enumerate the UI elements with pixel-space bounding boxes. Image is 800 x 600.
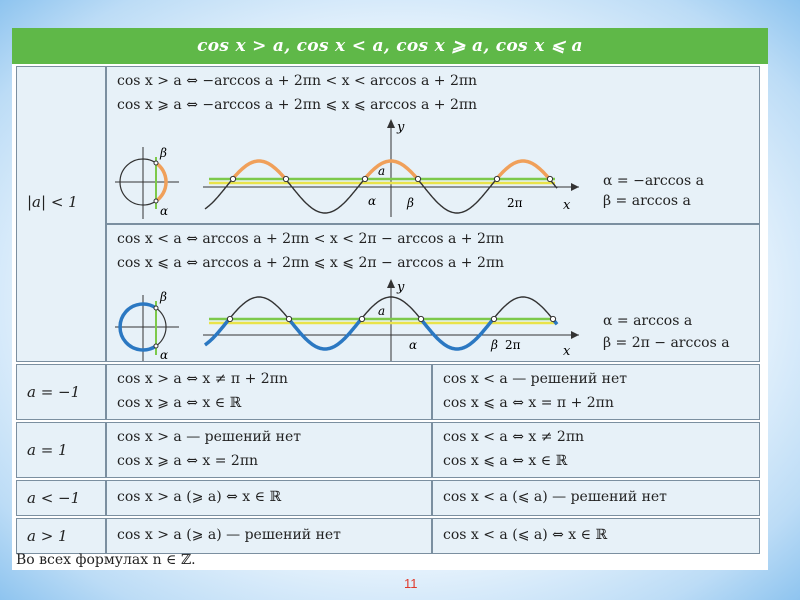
- intersection-point: [359, 316, 364, 321]
- intersection-point: [415, 176, 420, 181]
- cosine-graph-upper: [195, 117, 585, 221]
- y-axis-label: y: [397, 280, 405, 295]
- row-label-cell: [16, 364, 106, 420]
- formula: cos x > a — решений нет: [117, 429, 302, 445]
- row-label: a = 1: [27, 441, 68, 459]
- row-label: a > 1: [27, 527, 68, 545]
- cos-greater-cell: [106, 364, 432, 420]
- unit-circle-upper: [113, 127, 183, 223]
- intersection-point: [227, 316, 232, 321]
- formula: cos x > a (⩾ a) ⇔ x ∈ ℝ: [117, 489, 282, 505]
- cos-less-cell: [432, 422, 760, 478]
- formula: cos x ⩾ a ⇔ x ∈ ℝ: [117, 395, 242, 411]
- y-axis-label: y: [397, 120, 405, 135]
- formula: cos x < a (⩽ a) — решений нет: [443, 489, 667, 505]
- two-pi-tick: 2π: [507, 196, 523, 210]
- intersection-point: [550, 316, 555, 321]
- row-label: a = −1: [27, 383, 81, 401]
- formula: cos x < a (⩽ a) ⇔ x ∈ ℝ: [443, 527, 608, 543]
- note: β = 2π − arccos a: [603, 335, 730, 351]
- intersection-point: [286, 316, 291, 321]
- x-axis-arrow: [571, 183, 579, 191]
- formula: cos x < a ⇔ arccos a + 2πn < x < 2π − arccos a + 2πn: [117, 231, 505, 247]
- note: α = arccos a: [603, 313, 693, 329]
- formula: cos x ⩽ a ⇔ arccos a + 2πn ⩽ x ⩽ 2π − arccos a + 2πn: [117, 255, 505, 271]
- alpha-label: α: [160, 348, 169, 362]
- x-axis-label: x: [563, 344, 571, 359]
- cos-less-cell: [432, 480, 760, 516]
- note: β = arccos a: [603, 193, 691, 209]
- header-title: cos x > a, cos x < a, cos x ⩾ a, cos x ⩽ a: [197, 36, 583, 56]
- cos-less-block: [106, 224, 760, 362]
- row-label-cell: [16, 480, 106, 516]
- row-label-cell: [16, 422, 106, 478]
- row-label-cell: [16, 518, 106, 554]
- intersection-point: [362, 176, 367, 181]
- footer-note: Во всех формулах n ∈ ℤ.: [16, 552, 196, 568]
- alpha-tick: α: [409, 338, 418, 352]
- y-axis-arrow: [387, 119, 395, 128]
- cos-greater-cell: [106, 480, 432, 516]
- formula: cos x > a (⩾ a) — решений нет: [117, 527, 341, 543]
- intersection-point: [230, 176, 235, 181]
- intersection-point: [494, 176, 499, 181]
- intersection-point: [418, 316, 423, 321]
- intersection-point: [491, 316, 496, 321]
- intersection-point: [547, 176, 552, 181]
- slide: [12, 28, 768, 570]
- cos-greater-cell: [106, 422, 432, 478]
- formula: cos x ⩽ a ⇔ x ∈ ℝ: [443, 453, 568, 469]
- cos-greater-cell: [106, 518, 432, 554]
- y-axis-arrow: [387, 279, 395, 288]
- unit-circle-lower: [113, 285, 183, 363]
- arc-endpoint: [154, 161, 158, 165]
- arc-endpoint: [154, 199, 158, 203]
- two-pi-tick: 2π: [505, 338, 521, 352]
- beta-label: β: [160, 290, 167, 304]
- arc-endpoint: [154, 306, 158, 310]
- table-header: [12, 28, 768, 64]
- cosine-graph-lower: [195, 277, 585, 363]
- formula: cos x ⩽ a ⇔ x = π + 2πn: [443, 395, 614, 411]
- formula: cos x > a ⇔ −arccos a + 2πn < x < arccos a + 2πn: [117, 73, 478, 89]
- alpha-tick: α: [368, 194, 377, 208]
- beta-tick: β: [407, 196, 414, 210]
- row-label: a < −1: [27, 489, 81, 507]
- alpha-label: α: [160, 204, 169, 218]
- formula: cos x < a ⇔ x ≠ 2πn: [443, 429, 585, 445]
- formula: cos x ⩾ a ⇔ x = 2πn: [117, 453, 259, 469]
- intersection-point: [283, 176, 288, 181]
- page-number: 11: [404, 576, 418, 591]
- x-axis-arrow: [571, 331, 579, 339]
- a-label: a: [378, 164, 386, 178]
- beta-tick: β: [491, 338, 498, 352]
- cos-greater-block: [106, 66, 760, 224]
- row-label: |a| < 1: [27, 193, 78, 211]
- beta-label: β: [160, 146, 167, 160]
- x-axis-label: x: [563, 198, 571, 213]
- cos-less-cell: [432, 364, 760, 420]
- a-label: a: [378, 304, 386, 318]
- note: α = −arccos a: [603, 173, 704, 189]
- cos-less-cell: [432, 518, 760, 554]
- arc-endpoint: [154, 344, 158, 348]
- formula: cos x ⩾ a ⇔ −arccos a + 2πn ⩽ x ⩽ arccos a + 2πn: [117, 97, 478, 113]
- formula: cos x > a ⇔ x ≠ π + 2πn: [117, 371, 288, 387]
- row-label-cell-abs: [16, 66, 106, 362]
- formula: cos x < a — решений нет: [443, 371, 628, 387]
